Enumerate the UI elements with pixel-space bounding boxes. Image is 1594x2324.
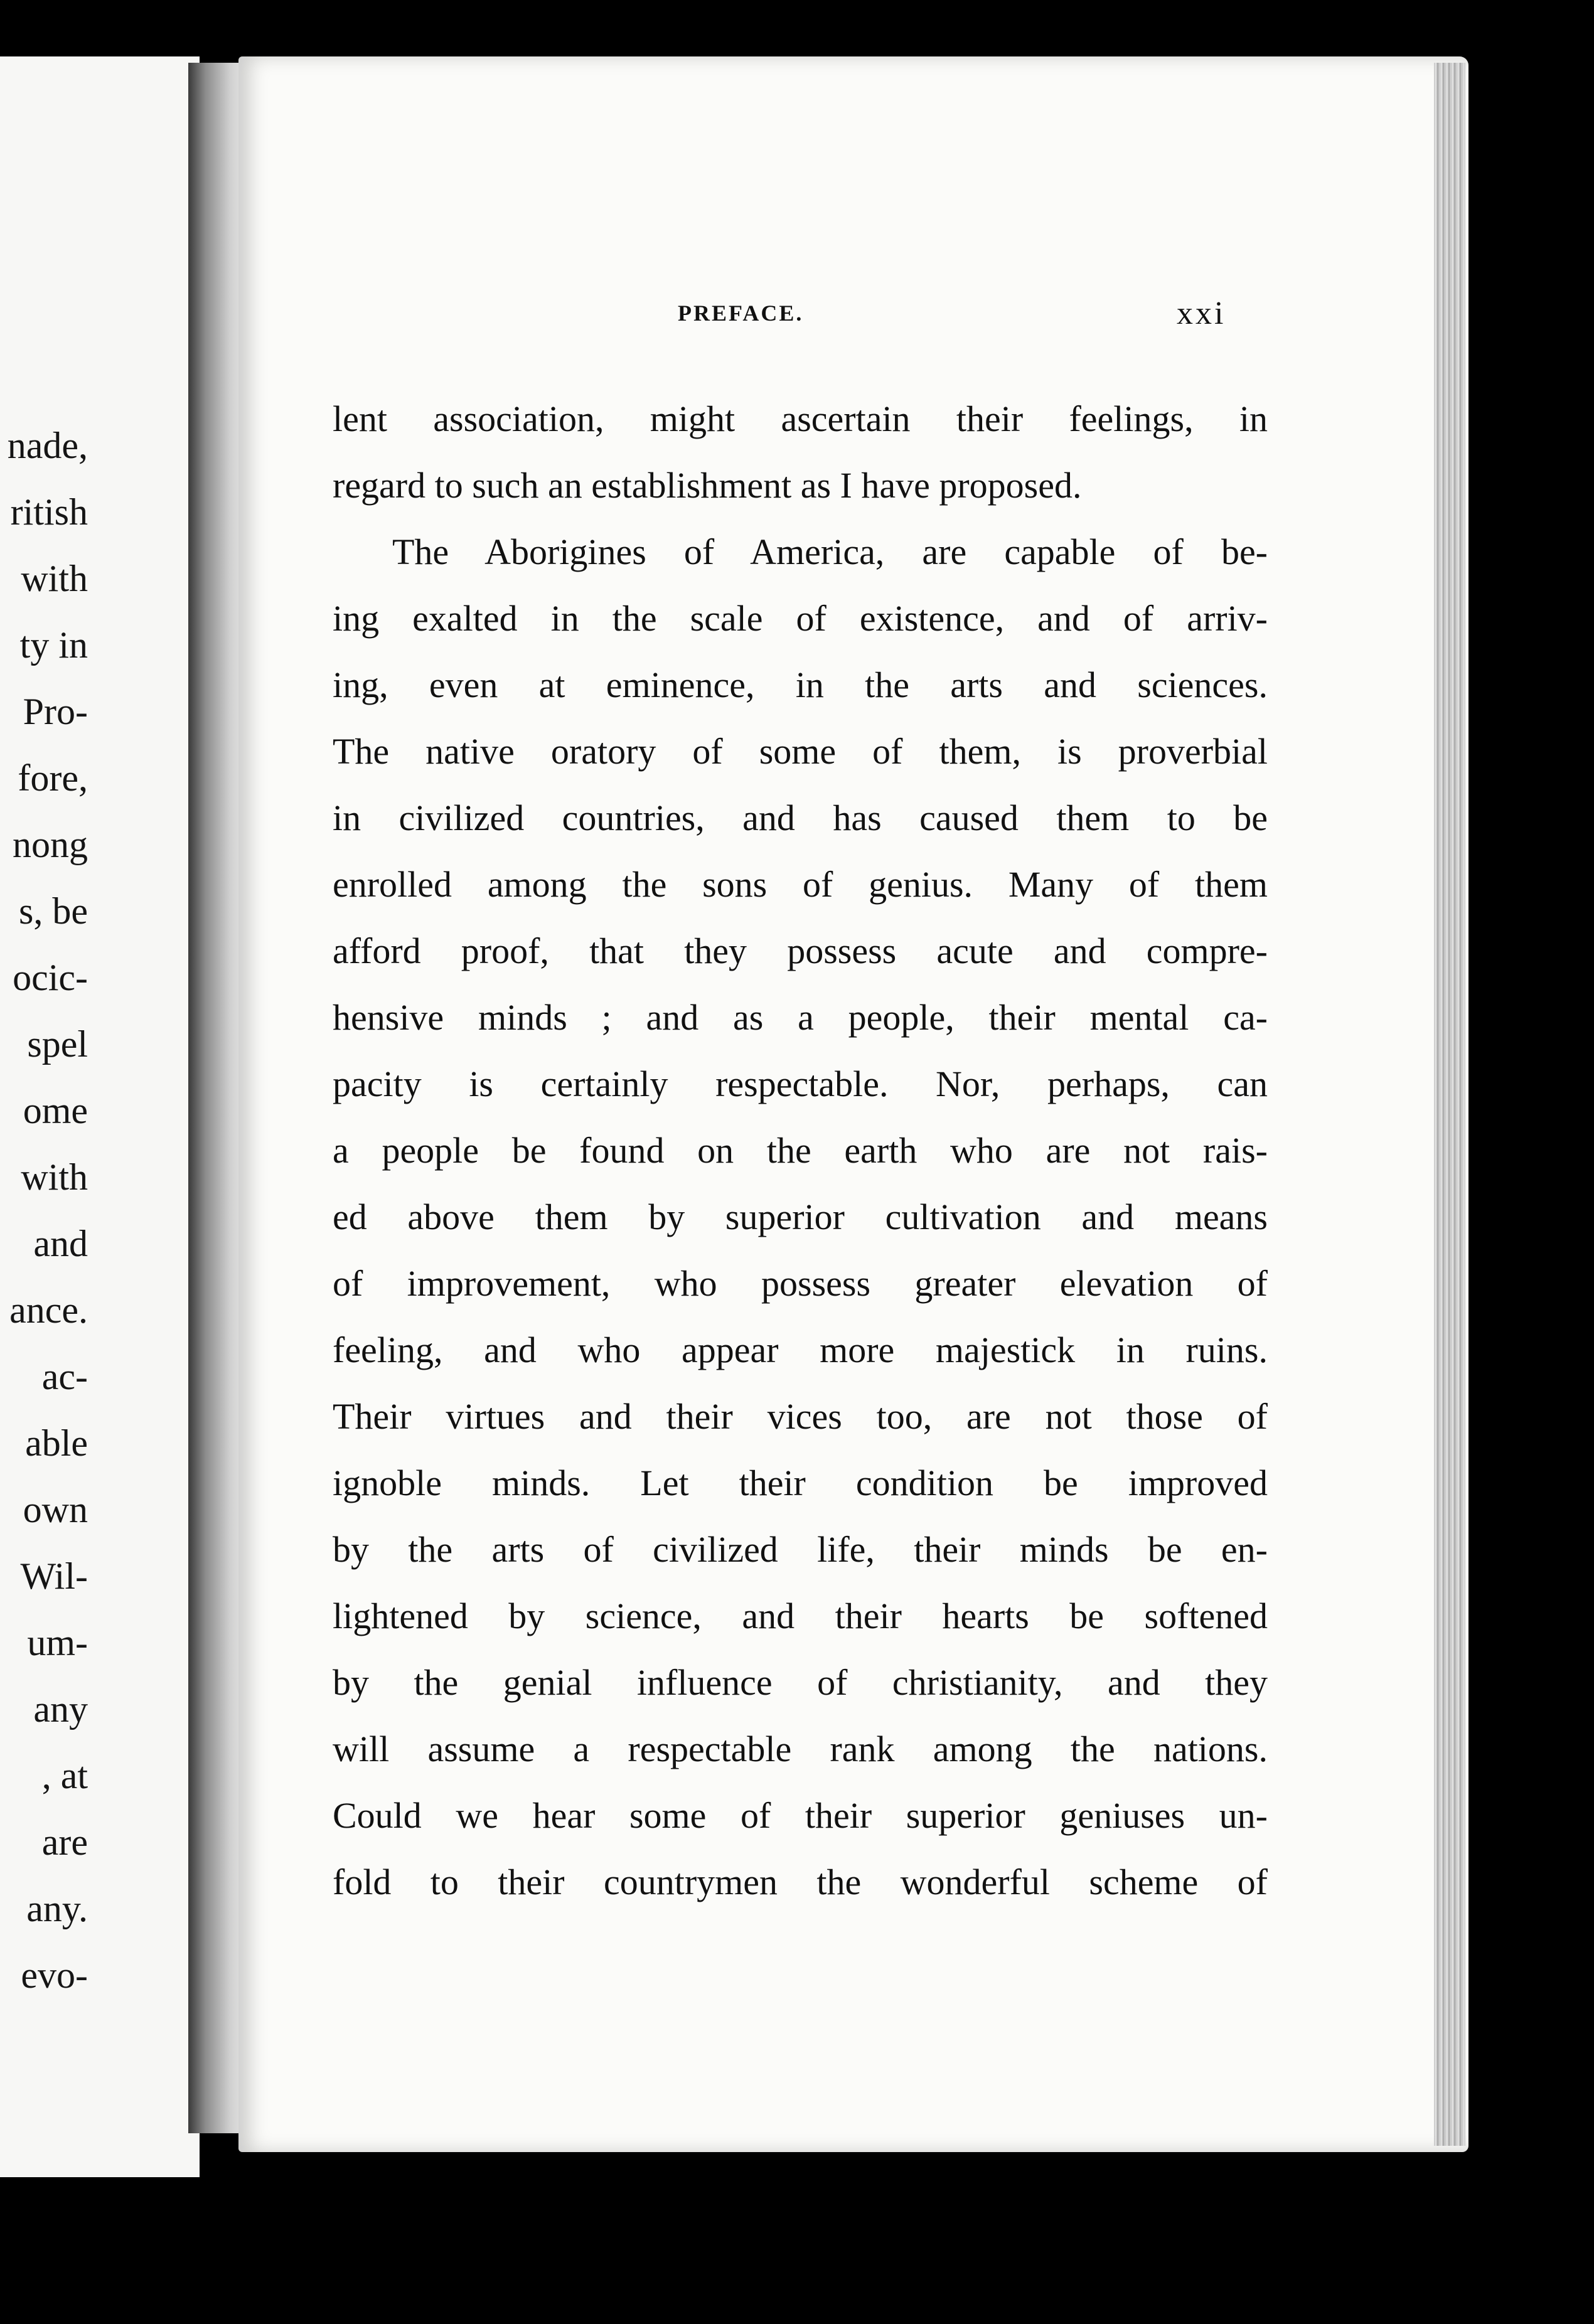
left-fragment: ritish — [10, 491, 88, 533]
text-line: The native oratory of some of them, is proverbial — [333, 731, 1268, 772]
text-line: Could we hear some of their superior geniuses un- — [333, 1795, 1268, 1836]
body-text — [333, 386, 1268, 1916]
left-fragment: , at — [41, 1755, 88, 1796]
text-line: of improvement, who possess greater elevation of — [333, 1263, 1268, 1304]
left-fragment: s, be — [19, 890, 88, 932]
text-line: regard to such an establishment as I have proposed. — [333, 465, 1082, 506]
text-line: fold to their countrymen the wonderful scheme of — [333, 1862, 1268, 1902]
text-line: feeling, and who appear more majestick in ruins. — [333, 1330, 1268, 1370]
left-fragment: Wil- — [20, 1555, 88, 1597]
text-line: enrolled among the sons of genius. Many of them — [333, 864, 1268, 905]
text-line: pacity is certainly respectable. Nor, perhaps, can — [333, 1063, 1268, 1104]
text-line: by the genial influence of christianity, and they — [333, 1662, 1268, 1703]
left-fragment: any. — [26, 1888, 88, 1929]
text-line: afford proof, that they possess acute and compre- — [333, 930, 1268, 971]
text-line: ing exalted in the scale of existence, and of arriv- — [333, 598, 1268, 639]
running-title: PREFACE. — [678, 301, 804, 326]
left-fragment: nong — [13, 824, 88, 865]
left-fragment: Pro- — [23, 691, 88, 732]
left-fragment: um- — [27, 1622, 88, 1663]
previous-page — [0, 56, 200, 2177]
text-line: a people be found on the earth who are not rais- — [333, 1130, 1268, 1171]
text-line: will assume a respectable rank among the nations. — [333, 1729, 1268, 1769]
left-fragment: spel — [27, 1023, 88, 1065]
left-fragment: with — [21, 558, 88, 599]
text-line: ignoble minds. Let their condition be improved — [333, 1463, 1268, 1503]
text-line: ed above them by superior cultivation and means — [333, 1197, 1268, 1237]
text-line: The Aborigines of America, are capable of be- — [392, 531, 1268, 572]
text-line: ing, even at eminence, in the arts and sciences. — [333, 664, 1268, 705]
page-stack-edge — [1434, 63, 1465, 2146]
text-line: hensive minds ; and as a people, their mental ca- — [333, 997, 1268, 1038]
left-fragment: and — [33, 1223, 88, 1264]
left-fragment: fore, — [18, 757, 88, 799]
left-fragment: ance. — [9, 1289, 88, 1331]
left-fragment: ocic- — [13, 957, 88, 998]
left-fragment: are — [41, 1821, 88, 1863]
left-fragment: with — [21, 1156, 88, 1198]
page-number: xxi — [1177, 296, 1226, 331]
text-line: lent association, might ascertain their feelings, in — [333, 398, 1268, 439]
left-fragment: nade, — [7, 425, 88, 466]
text-line: lightened by science, and their hearts be softened — [333, 1596, 1268, 1636]
left-fragment: able — [25, 1422, 88, 1464]
left-fragment: any — [33, 1688, 88, 1730]
left-fragment: ome — [23, 1090, 88, 1131]
text-line: in civilized countries, and has caused them to be — [333, 797, 1268, 838]
left-fragment: ac- — [41, 1356, 88, 1397]
text-line: by the arts of civilized life, their minds be en- — [333, 1529, 1268, 1570]
running-head — [0, 295, 1594, 333]
left-fragment: own — [23, 1489, 88, 1530]
left-fragment: ty in — [19, 624, 88, 666]
text-line: Their virtues and their vices too, are not those of — [333, 1396, 1268, 1437]
left-fragment: evo- — [21, 1954, 88, 1996]
